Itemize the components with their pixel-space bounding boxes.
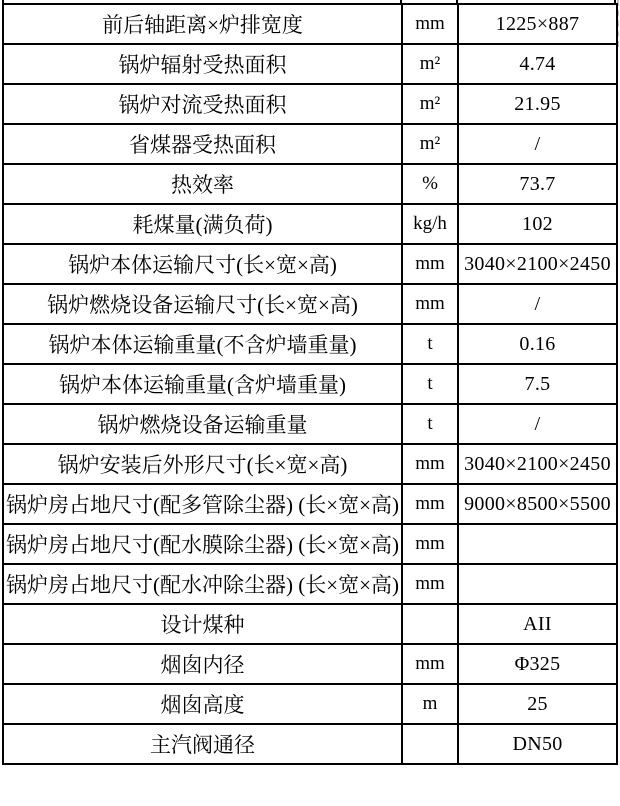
value-cell: AII [458,604,617,644]
value-cell: / [458,124,617,164]
spec-table-body [3,4,617,764]
table-row [3,364,617,404]
table-row [3,604,617,644]
unit-cell: mm [402,284,458,324]
unit-cell: m² [402,124,458,164]
value-cell: 3040×2100×2450 [458,444,617,484]
param-name-cell: 锅炉本体运输重量(含炉墙重量) [3,364,402,404]
unit-cell: m² [402,84,458,124]
unit-cell [402,724,458,764]
value-cell: DN50 [458,724,617,764]
param-name-cell: 设计煤种 [3,604,402,644]
unit-cell: mm [402,484,458,524]
unit-cell: t [402,364,458,404]
table-row [3,444,617,484]
unit-cell [402,604,458,644]
value-cell: 73.7 [458,164,617,204]
param-name-cell: 锅炉房占地尺寸(配多管除尘器) (长×宽×高) [3,484,402,524]
value-cell: 21.95 [458,84,617,124]
param-name-cell: 锅炉本体运输尺寸(长×宽×高) [3,244,402,284]
table-row [3,684,617,724]
value-cell: 102 [458,204,617,244]
unit-cell: kg/h [402,204,458,244]
param-name-cell: 锅炉燃烧设备运输重量 [3,404,402,444]
param-name-cell: 省煤器受热面积 [3,124,402,164]
unit-cell: t [402,404,458,444]
unit-cell: t [402,324,458,364]
table-row [3,244,617,284]
table-row [3,524,617,564]
param-name-cell: 锅炉辐射受热面积 [3,44,402,84]
unit-cell: m [402,684,458,724]
param-name-cell: 锅炉房占地尺寸(配水膜除尘器) (长×宽×高) [3,524,402,564]
table-row [3,564,617,604]
value-cell: 9000×8500×5500 [458,484,617,524]
table-row [3,44,617,84]
value-cell: 25 [458,684,617,724]
value-cell: 1225×887 [458,4,617,44]
table-row [3,724,617,764]
value-cell: Φ325 [458,644,617,684]
param-name-cell: 烟囱高度 [3,684,402,724]
value-cell: / [458,284,617,324]
value-cell: 3040×2100×2450 [458,244,617,284]
boiler-spec-table [2,3,618,765]
table-row [3,124,617,164]
value-cell: 4.74 [458,44,617,84]
param-name-cell: 热效率 [3,164,402,204]
table-row [3,644,617,684]
unit-cell: mm [402,444,458,484]
value-cell [458,524,617,564]
param-name-cell: 锅炉本体运输重量(不含炉墙重量) [3,324,402,364]
table-row [3,404,617,444]
table-row [3,324,617,364]
param-name-cell: 锅炉燃烧设备运输尺寸(长×宽×高) [3,284,402,324]
param-name-cell: 耗煤量(满负荷) [3,204,402,244]
value-cell: 0.16 [458,324,617,364]
value-cell [458,564,617,604]
table-row [3,164,617,204]
unit-cell: mm [402,524,458,564]
unit-cell: % [402,164,458,204]
unit-cell: mm [402,644,458,684]
unit-cell: m² [402,44,458,84]
table-row [3,284,617,324]
table-row [3,204,617,244]
param-name-cell: 锅炉安装后外形尺寸(长×宽×高) [3,444,402,484]
param-name-cell: 前后轴距离×炉排宽度 [3,4,402,44]
table-row [3,4,617,44]
unit-cell: mm [402,564,458,604]
unit-cell: mm [402,244,458,284]
value-cell: 7.5 [458,364,617,404]
param-name-cell: 锅炉对流受热面积 [3,84,402,124]
param-name-cell: 烟囱内径 [3,644,402,684]
value-cell: / [458,404,617,444]
unit-cell: mm [402,4,458,44]
param-name-cell: 锅炉房占地尺寸(配水冲除尘器) (长×宽×高) [3,564,402,604]
param-name-cell: 主汽阀通径 [3,724,402,764]
table-row [3,84,617,124]
table-row [3,484,617,524]
